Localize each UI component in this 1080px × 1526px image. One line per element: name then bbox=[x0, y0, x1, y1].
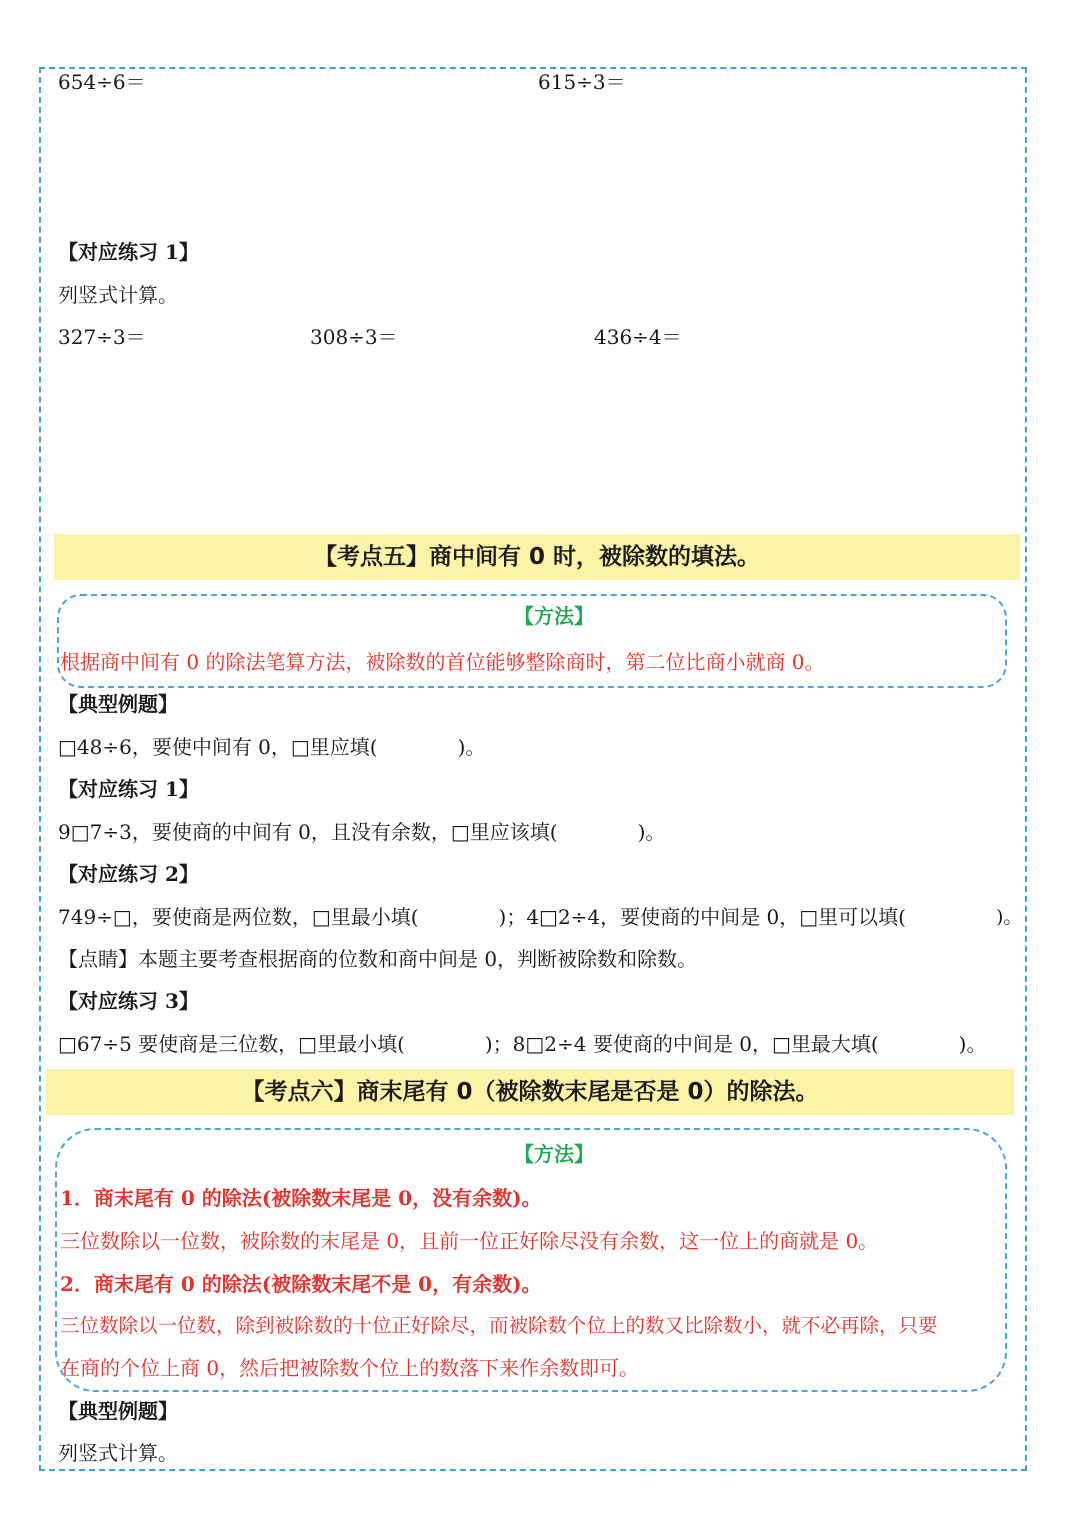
section5-ex2-label: 【对应练习 2】 bbox=[58, 862, 199, 886]
section6-method-box bbox=[55, 1128, 1007, 1392]
practice1-instruction: 列竖式计算。 bbox=[58, 283, 178, 307]
section5-ex1-text: 9□7÷3，要使商的中间有 0，且没有余数，□里应该填( )。 bbox=[58, 820, 666, 844]
section6-method2-heading: 2．商末尾有 0 的除法(被除数末尾不是 0，有余数)。 bbox=[60, 1272, 542, 1296]
section6-method-title: 【方法】 bbox=[514, 1142, 594, 1166]
practice1-item-2: 308÷3＝ bbox=[310, 325, 398, 349]
section6-method1-heading: 1．商末尾有 0 的除法(被除数末尾是 0，没有余数)。 bbox=[60, 1186, 542, 1210]
section6-method1-text: 三位数除以一位数，被除数的末尾是 0，且前一位正好除尽没有余数，这一位上的商就是 0。 bbox=[60, 1229, 879, 1253]
section6-method2-text-b: 在商的个位上商 0，然后把被除数个位上的数落下来作余数即可。 bbox=[60, 1356, 640, 1380]
practice1-item-1: 327÷3＝ bbox=[58, 325, 146, 349]
section5-method-title: 【方法】 bbox=[514, 604, 594, 628]
section5-ex3-label: 【对应练习 3】 bbox=[58, 989, 199, 1013]
practice1-item-3: 436÷4＝ bbox=[594, 325, 682, 349]
section6-example-label: 【典型例题】 bbox=[58, 1399, 178, 1423]
section6-example-text: 列竖式计算。 bbox=[58, 1441, 178, 1465]
section5-tip: 【点睛】本题主要考查根据商的位数和商中间是 0，判断被除数和除数。 bbox=[58, 947, 698, 971]
section5-example-label: 【典型例题】 bbox=[58, 692, 178, 716]
practice1-label: 【对应练习 1】 bbox=[58, 240, 199, 264]
section6-method2-text-a: 三位数除以一位数，除到被除数的十位正好除尽，而被除数个位上的数又比除数小，就不必再除，只要 bbox=[60, 1314, 938, 1337]
section5-example-text: □48÷6，要使中间有 0，□里应填( )。 bbox=[58, 735, 486, 759]
problem-654-div-6: 654÷6＝ bbox=[58, 70, 146, 94]
section5-banner: 【考点五】商中间有 0 时，被除数的填法。 bbox=[54, 534, 1020, 580]
section5-ex2-text-end: )。 bbox=[920, 906, 1023, 928]
section5-ex3-text: □67÷5 要使商是三位数，□里最小填( )；8□2÷4 要使商的中间是 0，□里最大填( )。 bbox=[58, 1032, 987, 1056]
section5-ex2-text: 749÷□，要使商是两位数，□里最小填( )；4□2÷4，要使商的中间是 0，□里可以填( bbox=[58, 905, 906, 929]
section5-method-text: 根据商中间有 0 的除法笔算方法，被除数的首位能够整除商时，第二位比商小就商 0。 bbox=[60, 650, 825, 674]
problem-615-div-3: 615÷3＝ bbox=[538, 70, 626, 94]
section5-ex1-label: 【对应练习 1】 bbox=[58, 777, 199, 801]
section6-banner: 【考点六】商末尾有 0（被除数末尾是否是 0）的除法。 bbox=[46, 1069, 1014, 1115]
